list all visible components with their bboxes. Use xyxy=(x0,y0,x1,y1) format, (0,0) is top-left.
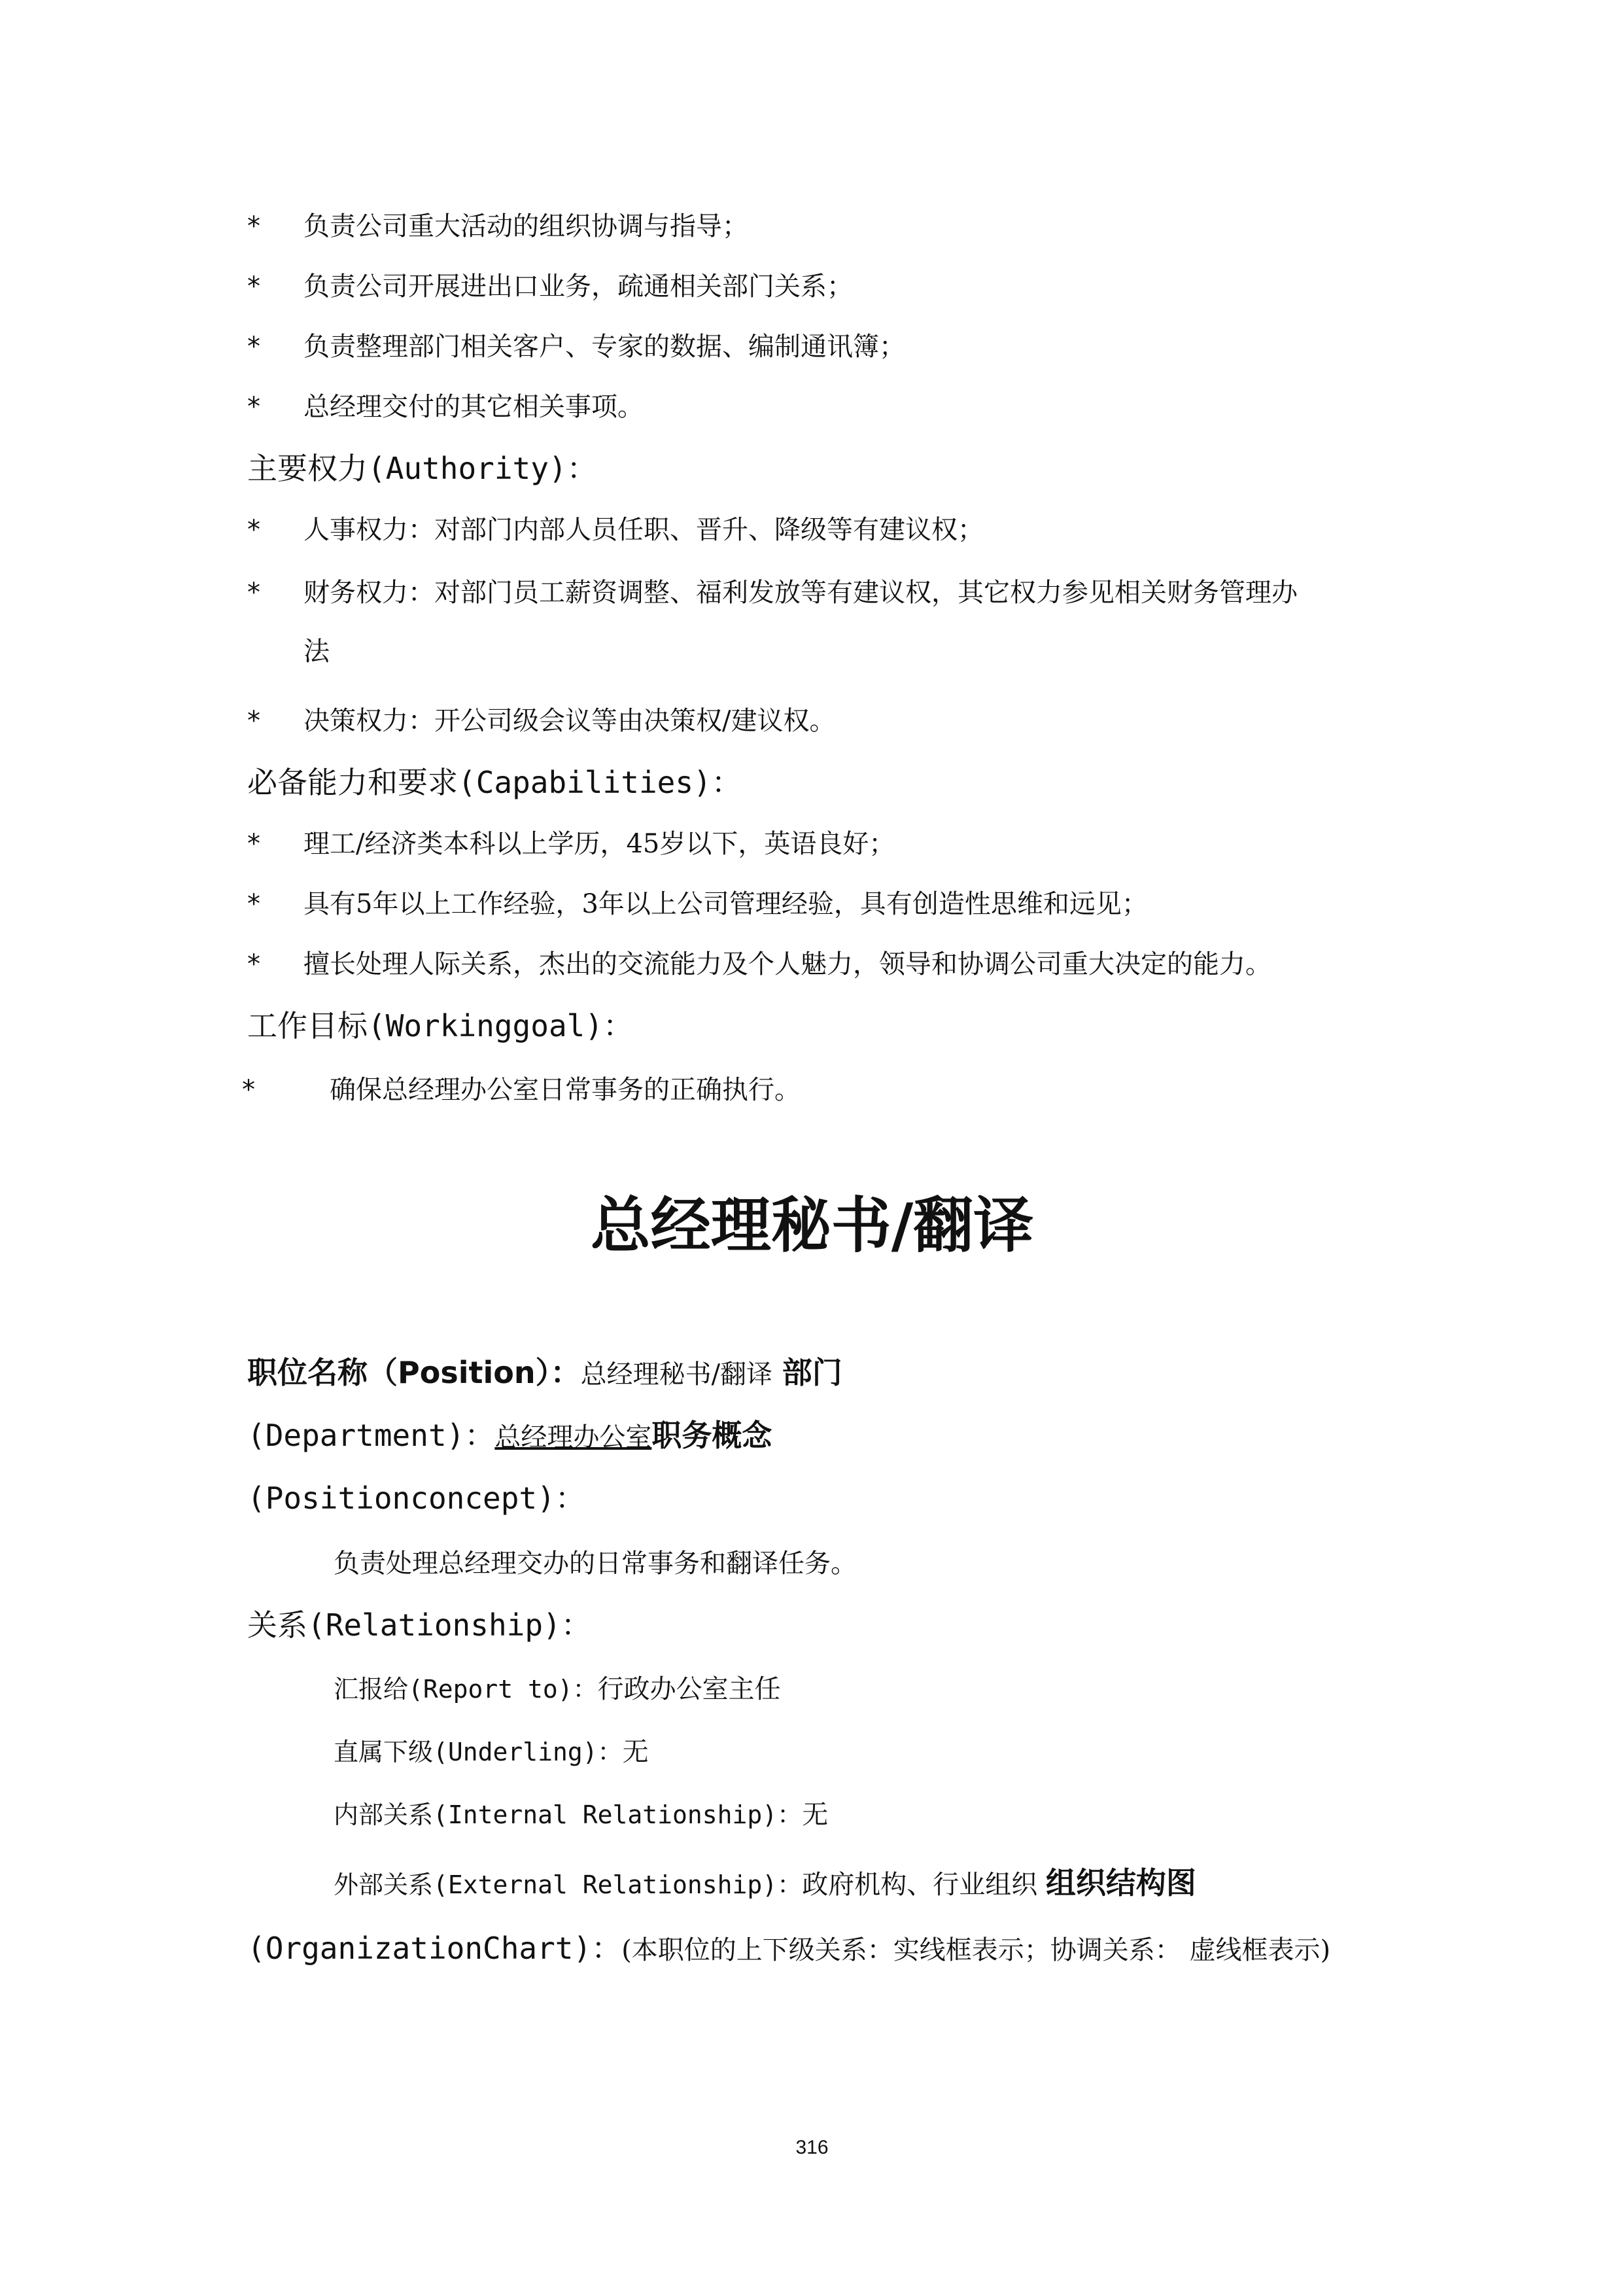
page-number: 316 xyxy=(795,2137,829,2158)
authority-text: 财务权力：对部门员工薪资调整、福利发放等有建议权，其它权力参见相关财务管理办 xyxy=(303,578,1298,608)
report-to-label: 汇报给(Report to)： xyxy=(334,1675,598,1704)
authority-heading: 主要权力(Authority)： xyxy=(247,451,597,486)
org-chart-note: (本职位的上下级关系：实线框表示；协调关系： 虚线框表示) xyxy=(621,1935,1331,1965)
external-relationship-line xyxy=(334,1863,1196,1904)
authority-text: 法 xyxy=(303,637,330,667)
bullet-star: * xyxy=(247,272,260,302)
external-relationship-label: 外部关系(External Relationship)： xyxy=(334,1870,803,1899)
bullet-star: * xyxy=(247,332,260,362)
capability-text: 具有5年以上工作经验，3年以上公司管理经验，具有创造性思维和远见； xyxy=(303,889,1148,919)
capabilities-heading: 必备能力和要求(Capabilities)： xyxy=(247,765,742,800)
internal-relationship-label: 内部关系(Internal Relationship)： xyxy=(334,1800,803,1829)
working-goal-text: 确保总经理办公室日常事务的正确执行。 xyxy=(330,1075,801,1105)
department-label-en: (Department)： xyxy=(247,1418,495,1453)
external-relationship-value: 政府机构、行业组织 xyxy=(802,1870,1038,1900)
duty-text: 负责公司开展进出口业务，疏通相关部门关系； xyxy=(303,272,853,302)
bullet-star: * xyxy=(242,1075,255,1105)
underling-value: 无 xyxy=(622,1737,649,1767)
position-value: 总经理秘书/翻译 xyxy=(580,1359,773,1390)
bullet-star: * xyxy=(247,211,260,241)
position-label: 职位名称（Position）： xyxy=(247,1355,581,1390)
authority-text: 决策权力：开公司级会议等由决策权/建议权。 xyxy=(303,706,836,736)
position-line xyxy=(247,1352,842,1395)
authority-text: 人事权力：对部门内部人员任职、晋升、降级等有建议权； xyxy=(303,515,984,545)
bullet-star: * xyxy=(247,515,260,545)
department-value: 总经理办公室 xyxy=(494,1422,652,1452)
underling-label: 直属下级(Underling)： xyxy=(334,1738,623,1766)
concept-label: 职务概念 xyxy=(651,1418,772,1453)
report-to-line xyxy=(334,1670,781,1709)
duty-text: 负责整理部门相关客户、专家的数据、编制通讯簿； xyxy=(303,332,905,362)
internal-relationship-line xyxy=(334,1795,828,1834)
capability-text: 擅长处理人际关系，杰出的交流能力及个人魅力，领导和协调公司重大决定的能力。 xyxy=(303,949,1271,979)
bullet-star: * xyxy=(247,706,260,736)
duty-text: 负责公司重大活动的组织协调与指导； xyxy=(303,211,748,241)
org-chart-label-en: (OrganizationChart)： xyxy=(247,1931,622,1966)
relationship-heading: 关系(Relationship)： xyxy=(247,1607,591,1643)
bullet-star: * xyxy=(247,829,260,859)
concept-value: 负责处理总经理交办的日常事务和翻译任务。 xyxy=(334,1549,857,1579)
report-to-value: 行政办公室主任 xyxy=(597,1674,781,1704)
bullet-star: * xyxy=(247,392,260,422)
bullet-star: * xyxy=(247,578,260,608)
bullet-star: * xyxy=(247,889,260,919)
department-label: 部门 xyxy=(782,1355,842,1390)
duty-text: 总经理交付的其它相关事项。 xyxy=(303,392,644,422)
department-line xyxy=(247,1414,772,1458)
concept-line xyxy=(247,1477,585,1519)
underling-line xyxy=(334,1732,649,1772)
section-title: 总经理秘书/翻译 xyxy=(590,1191,1034,1261)
concept-label-en: (Positionconcept)： xyxy=(247,1480,585,1516)
capability-text: 理工/经济类本科以上学历，45岁以下，英语良好； xyxy=(303,829,895,859)
bullet-star: * xyxy=(247,949,260,979)
org-chart-label: 组织结构图 xyxy=(1045,1865,1196,1901)
working-goal-heading: 工作目标(Workinggoal)： xyxy=(247,1008,634,1043)
internal-relationship-value: 无 xyxy=(802,1800,829,1830)
org-chart-line xyxy=(247,1927,1330,1971)
